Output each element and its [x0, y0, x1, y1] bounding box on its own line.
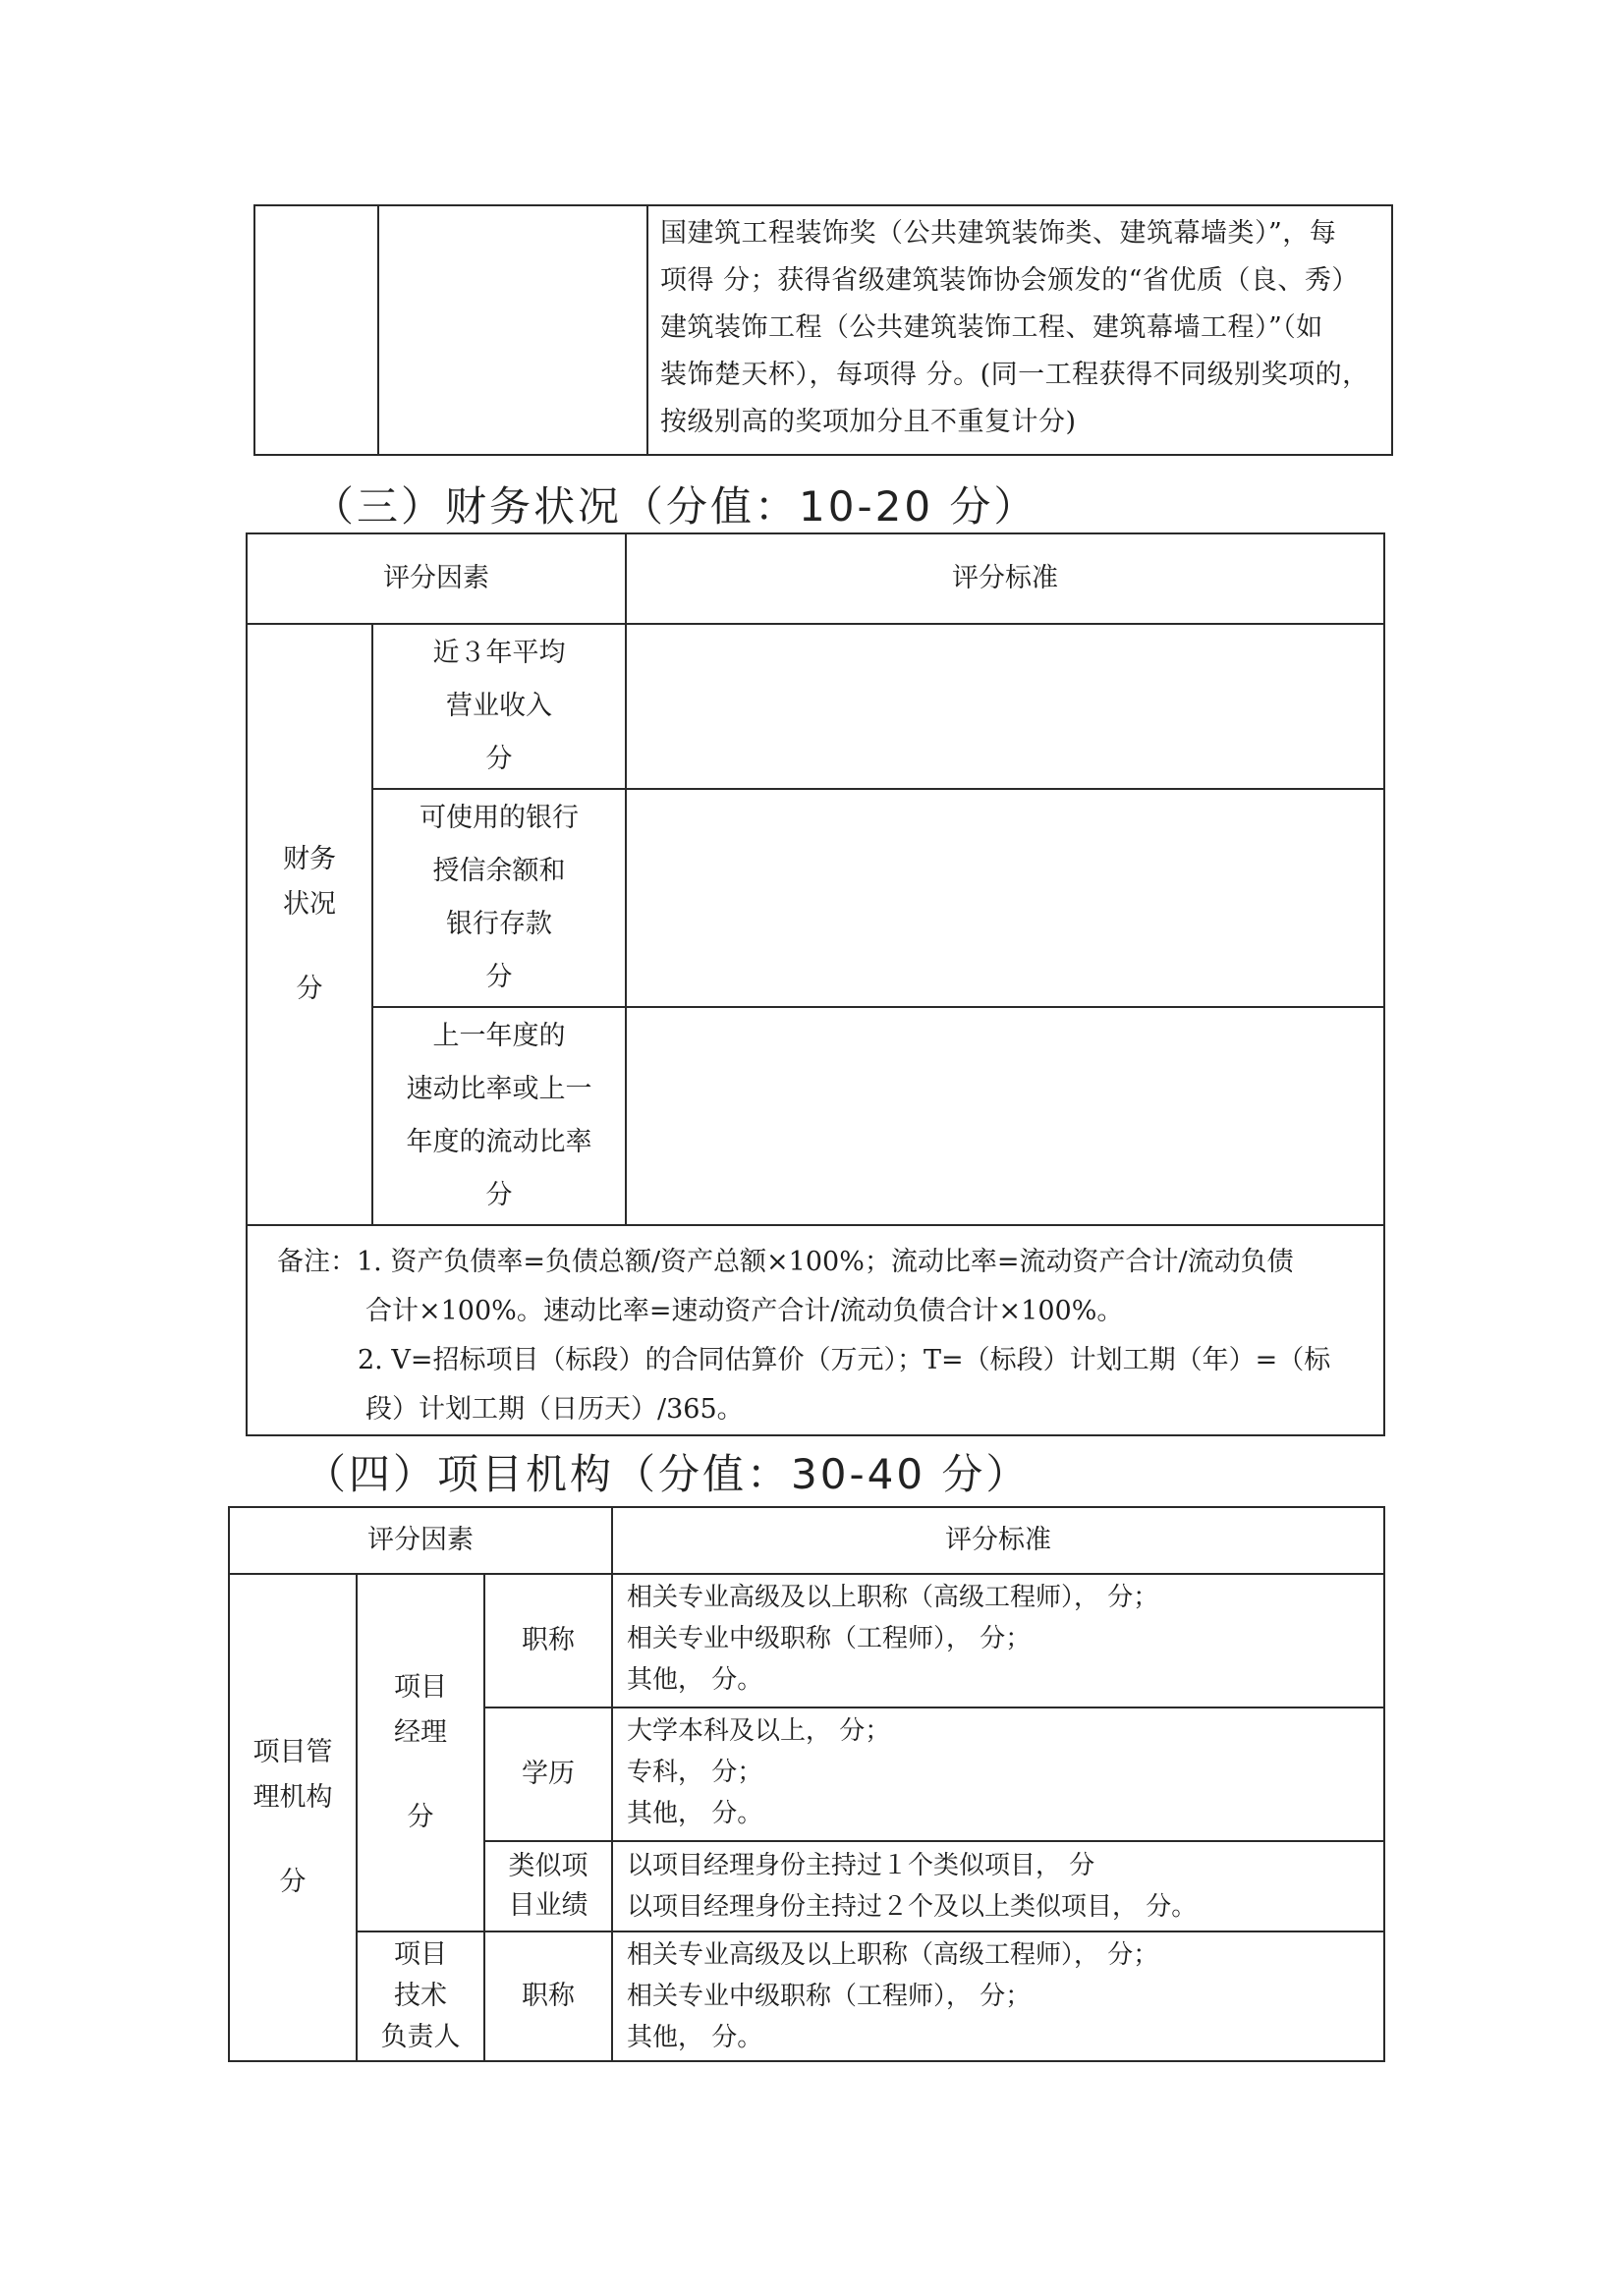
- note-line: 合计×100%。速动比率=速动资产合计/流动负债合计×100%。: [365, 1296, 1124, 1326]
- criteria-line: 项得 分；获得省级建筑装饰协会颁发的“省优质（良、秀）: [660, 265, 1359, 296]
- group-label-line: 状况: [283, 889, 336, 920]
- manager-label-line: 分: [407, 1802, 434, 1832]
- standard-line: 专科， 分；: [627, 1758, 763, 1787]
- section-heading-org: （四）项目机构（分值：30-40 分）: [305, 1450, 1031, 1498]
- standard-quick-ratio: [626, 1007, 1384, 1225]
- award-criteria-text: [660, 210, 1381, 446]
- empty-cell: [378, 205, 647, 455]
- header-scoring-standard: 评分标准: [612, 1507, 1384, 1574]
- criteria-line: 装饰楚天杯），每项得 分。(同一工程获得不同级别奖项的，: [660, 360, 1370, 390]
- standard-line: 以项目经理身份主持过２个及以上类似项目， 分。: [627, 1892, 1198, 1922]
- manager-label-line: 经理: [394, 1717, 447, 1748]
- factor-line: 可使用的银行: [420, 803, 579, 833]
- group-label-line: [230, 1820, 356, 1860]
- factor-quick-ratio: [372, 1007, 626, 1225]
- standard-line: 其他， 分。: [627, 1665, 763, 1695]
- factor-line: 上一年度的: [432, 1021, 566, 1051]
- standard-line: 相关专业高级及以上职称（高级工程师）， 分；: [627, 1940, 1159, 1970]
- group-label-line: [248, 927, 371, 967]
- factor-line: 分: [485, 1180, 513, 1210]
- factor-line: 近３年平均: [432, 638, 566, 668]
- manager-education-standard: [612, 1707, 1384, 1841]
- tech-title-standard: [612, 1931, 1384, 2061]
- group-label-line: 分: [279, 1867, 307, 1897]
- manager-performance-standard: [612, 1841, 1384, 1931]
- factor-line: 授信余额和: [432, 856, 566, 886]
- standard-line: 相关专业中级职称（工程师）， 分；: [627, 1624, 1032, 1653]
- org-table: [228, 1506, 1385, 2062]
- standard-line: 其他， 分。: [627, 1799, 763, 1828]
- header-scoring-factor: 评分因素: [247, 533, 626, 624]
- header-scoring-standard: 评分标准: [626, 533, 1384, 624]
- manager-education-label: 学历: [484, 1707, 612, 1841]
- group-label-line: 财务: [283, 844, 336, 874]
- tech-label-line: 项目: [394, 1939, 447, 1970]
- group-label-line: 项目管: [252, 1737, 333, 1767]
- manager-label-line: [358, 1756, 483, 1795]
- empty-cell: [254, 205, 378, 455]
- manager-title-standard: [612, 1574, 1384, 1707]
- finance-table: [246, 532, 1385, 1436]
- factor-line: 银行存款: [446, 909, 552, 939]
- manager-title-label: 职称: [484, 1574, 612, 1707]
- criteria-line: 按级别高的奖项加分且不重复计分): [660, 407, 1077, 437]
- tech-title-label: 职称: [484, 1931, 612, 2061]
- section-heading-finance: （三）财务状况（分值：10-20 分）: [312, 482, 1038, 531]
- standard-line: 其他， 分。: [627, 2023, 763, 2052]
- factor-line: 分: [485, 962, 513, 992]
- factor-line: 分: [485, 744, 513, 774]
- factor-line: 营业收入: [446, 691, 552, 721]
- note-line: 备注：1. 资产负债率=负债总额/资产总额×100%；流动比率=流动资产合计/流动负债: [277, 1247, 1294, 1277]
- perf-label-line: 类似项: [508, 1851, 588, 1881]
- standard-line: 相关专业高级及以上职称（高级工程师）， 分；: [627, 1583, 1159, 1612]
- standard-line: 以项目经理身份主持过１个类似项目， 分: [627, 1851, 1095, 1880]
- note-line: 2. V=招标项目（标段）的合同估算价（万元）；T=（标段）计划工期（年）=（标: [358, 1345, 1331, 1375]
- perf-label-line: 目业绩: [508, 1890, 588, 1921]
- finance-group-cell: [247, 624, 372, 1225]
- manager-label-line: 项目: [394, 1672, 447, 1703]
- manager-cell: [357, 1574, 484, 1931]
- notes-block: [277, 1238, 1383, 1434]
- org-group-cell: [229, 1574, 357, 2061]
- standard-line: 相关专业中级职称（工程师）， 分；: [627, 1982, 1032, 2011]
- tech-label-line: 技术: [394, 1981, 447, 2011]
- factor-line: 年度的流动比率: [406, 1127, 592, 1157]
- award-table: [253, 204, 1393, 456]
- tech-label-line: 负责人: [380, 2022, 461, 2052]
- header-scoring-factor: 评分因素: [229, 1507, 612, 1574]
- award-criteria-cell: [647, 205, 1392, 455]
- group-label-line: 分: [296, 974, 323, 1004]
- standard-revenue: [626, 624, 1384, 789]
- note-line: 段）计划工期（日历天）/365。: [365, 1394, 744, 1425]
- group-label-line: 理机构: [252, 1782, 333, 1813]
- criteria-line: 建筑装饰工程（公共建筑装饰工程、建筑幕墙工程）”（如: [660, 312, 1323, 343]
- finance-notes: [247, 1225, 1384, 1435]
- tech-lead-cell: [357, 1931, 484, 2061]
- criteria-line: 国建筑工程装饰奖（公共建筑装饰类、建筑幕墙类）”，每: [660, 218, 1337, 249]
- factor-line: 速动比率或上一: [406, 1074, 592, 1104]
- factor-revenue: [372, 624, 626, 789]
- standard-bank-credit: [626, 789, 1384, 1007]
- standard-line: 大学本科及以上， 分；: [627, 1716, 891, 1746]
- factor-bank-credit: [372, 789, 626, 1007]
- manager-performance-label: [484, 1841, 612, 1931]
